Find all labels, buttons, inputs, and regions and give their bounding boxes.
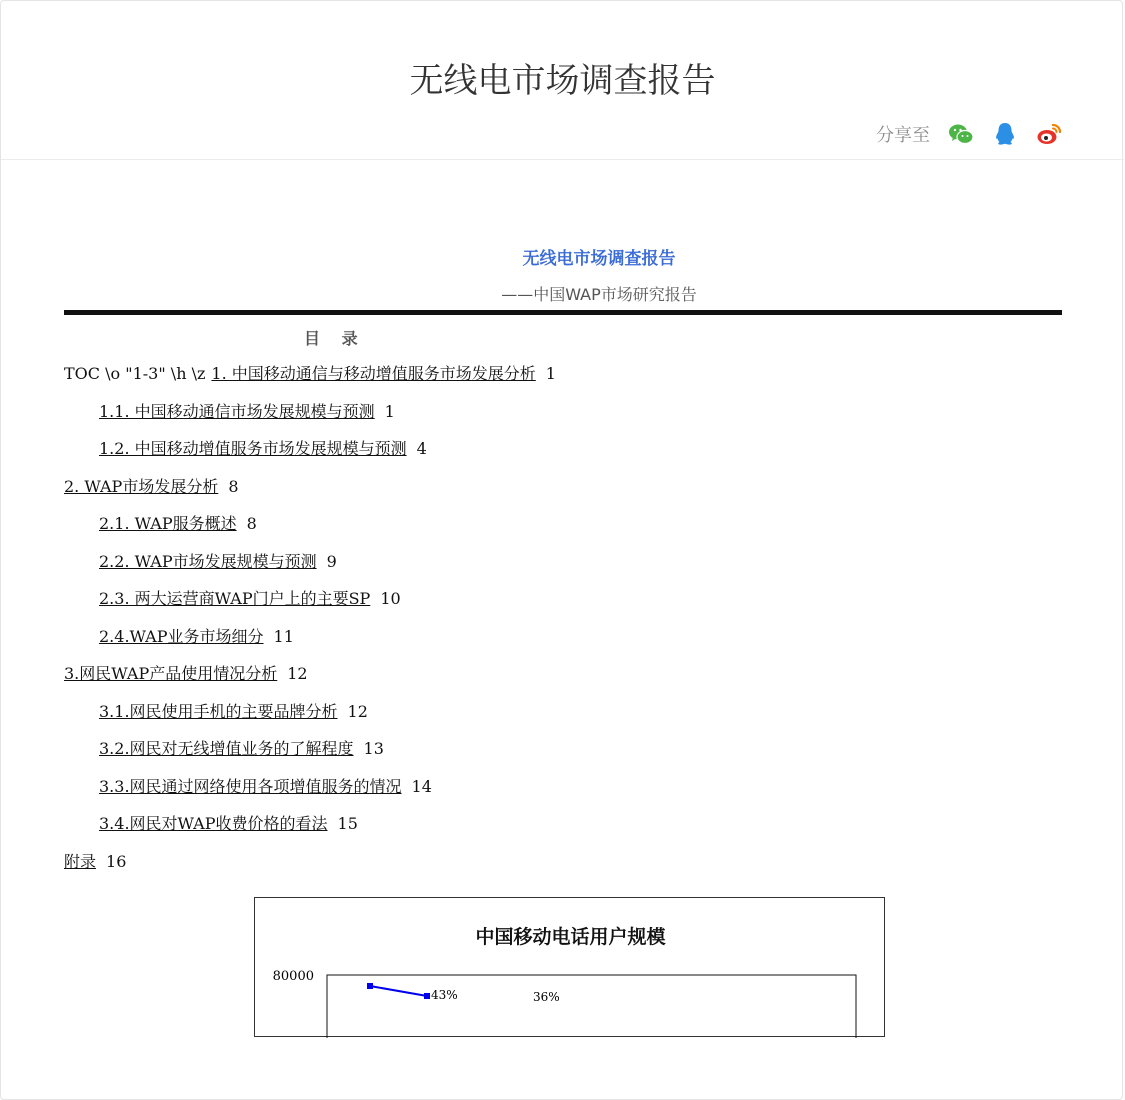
toc-link[interactable]: 3.3.网民通过网络使用各项增值服务的情况 [99, 776, 402, 796]
toc-item [64, 400, 1062, 438]
toc-link[interactable]: 2. WAP市场发展分析 [64, 476, 219, 496]
toc-link[interactable]: 3.2.网民对无线增值业务的了解程度 [99, 739, 354, 758]
table-of-contents [64, 362, 1062, 887]
toc-page-number: 8 [228, 476, 239, 496]
toc-link[interactable]: 2.2. WAP市场发展规模与预测 [99, 551, 317, 571]
series-line [370, 986, 427, 996]
toc-link[interactable]: 1. 中国移动通信与移动增值服务市场发展分析 [211, 364, 536, 383]
toc-link[interactable]: 2.1. WAP服务概述 [99, 514, 237, 533]
toc-field-code: TOC \o "1-3" \h \z [64, 364, 206, 383]
toc-page-number: 1 [545, 364, 556, 383]
toc-item [64, 587, 1062, 625]
toc-item [64, 475, 1062, 513]
toc-page-number: 16 [106, 851, 127, 871]
toc-page-number: 11 [273, 626, 294, 646]
document-title: 无线电市场调查报告 [522, 249, 676, 269]
toc-item [64, 362, 1062, 400]
y-tick-label: 80000 [272, 969, 314, 984]
qq-icon[interactable] [992, 121, 1018, 147]
toc-item [64, 550, 1062, 588]
document-subtitle: ——中国WAP市场研究报告 [501, 285, 697, 304]
toc-link[interactable]: 2.4.WAP业务市场细分 [99, 626, 264, 646]
toc-page-number: 9 [326, 551, 337, 571]
data-label: 36% [533, 990, 560, 1004]
toc-item [64, 437, 1062, 475]
toc-link[interactable]: 附录 [64, 851, 97, 871]
wechat-icon[interactable] [948, 121, 974, 147]
toc-heading: 目 录 [304, 329, 366, 348]
data-point [367, 983, 373, 989]
weibo-icon[interactable] [1036, 121, 1062, 147]
toc-page-number: 4 [416, 439, 427, 458]
toc-page-number: 8 [246, 514, 257, 533]
toc-item [64, 850, 1062, 888]
chart-canvas [255, 898, 886, 1038]
toc-link[interactable]: 3.4.网民对WAP收费价格的看法 [99, 814, 328, 833]
data-label: 43% [431, 988, 458, 1002]
chart-figure [254, 897, 885, 1037]
toc-link[interactable]: 3.网民WAP产品使用情况分析 [64, 664, 278, 683]
toc-item [64, 775, 1062, 813]
toc-link[interactable]: 1.1. 中国移动通信市场发展规模与预测 [99, 401, 375, 421]
toc-page-number: 13 [363, 739, 384, 758]
toc-item [64, 812, 1062, 850]
toc-item [64, 512, 1062, 550]
toc-page-number: 15 [337, 814, 358, 833]
data-point [424, 993, 430, 999]
toc-item [64, 737, 1062, 775]
toc-item [64, 662, 1062, 700]
share-label: 分享至 [876, 125, 930, 145]
toc-link[interactable]: 1.2. 中国移动增值服务市场发展规模与预测 [99, 439, 407, 458]
toc-page-number: 12 [287, 664, 308, 683]
toc-item [64, 700, 1062, 738]
page-title: 无线电市场调查报告 [409, 61, 716, 101]
toc-page-number: 14 [411, 776, 432, 796]
toc-page-number: 1 [384, 401, 395, 421]
toc-link[interactable]: 3.1.网民使用手机的主要品牌分析 [99, 701, 338, 721]
article-header [1, 1, 1124, 160]
toc-page-number: 12 [347, 701, 368, 721]
plot-area [327, 975, 856, 1038]
title-divider [64, 310, 1062, 315]
share-bar [876, 121, 1062, 147]
toc-link[interactable]: 2.3. 两大运营商WAP门户上的主要SP [99, 589, 371, 608]
toc-page-number: 10 [380, 589, 401, 608]
toc-item [64, 625, 1062, 663]
chart-title: 中国移动电话用户规模 [475, 926, 666, 948]
